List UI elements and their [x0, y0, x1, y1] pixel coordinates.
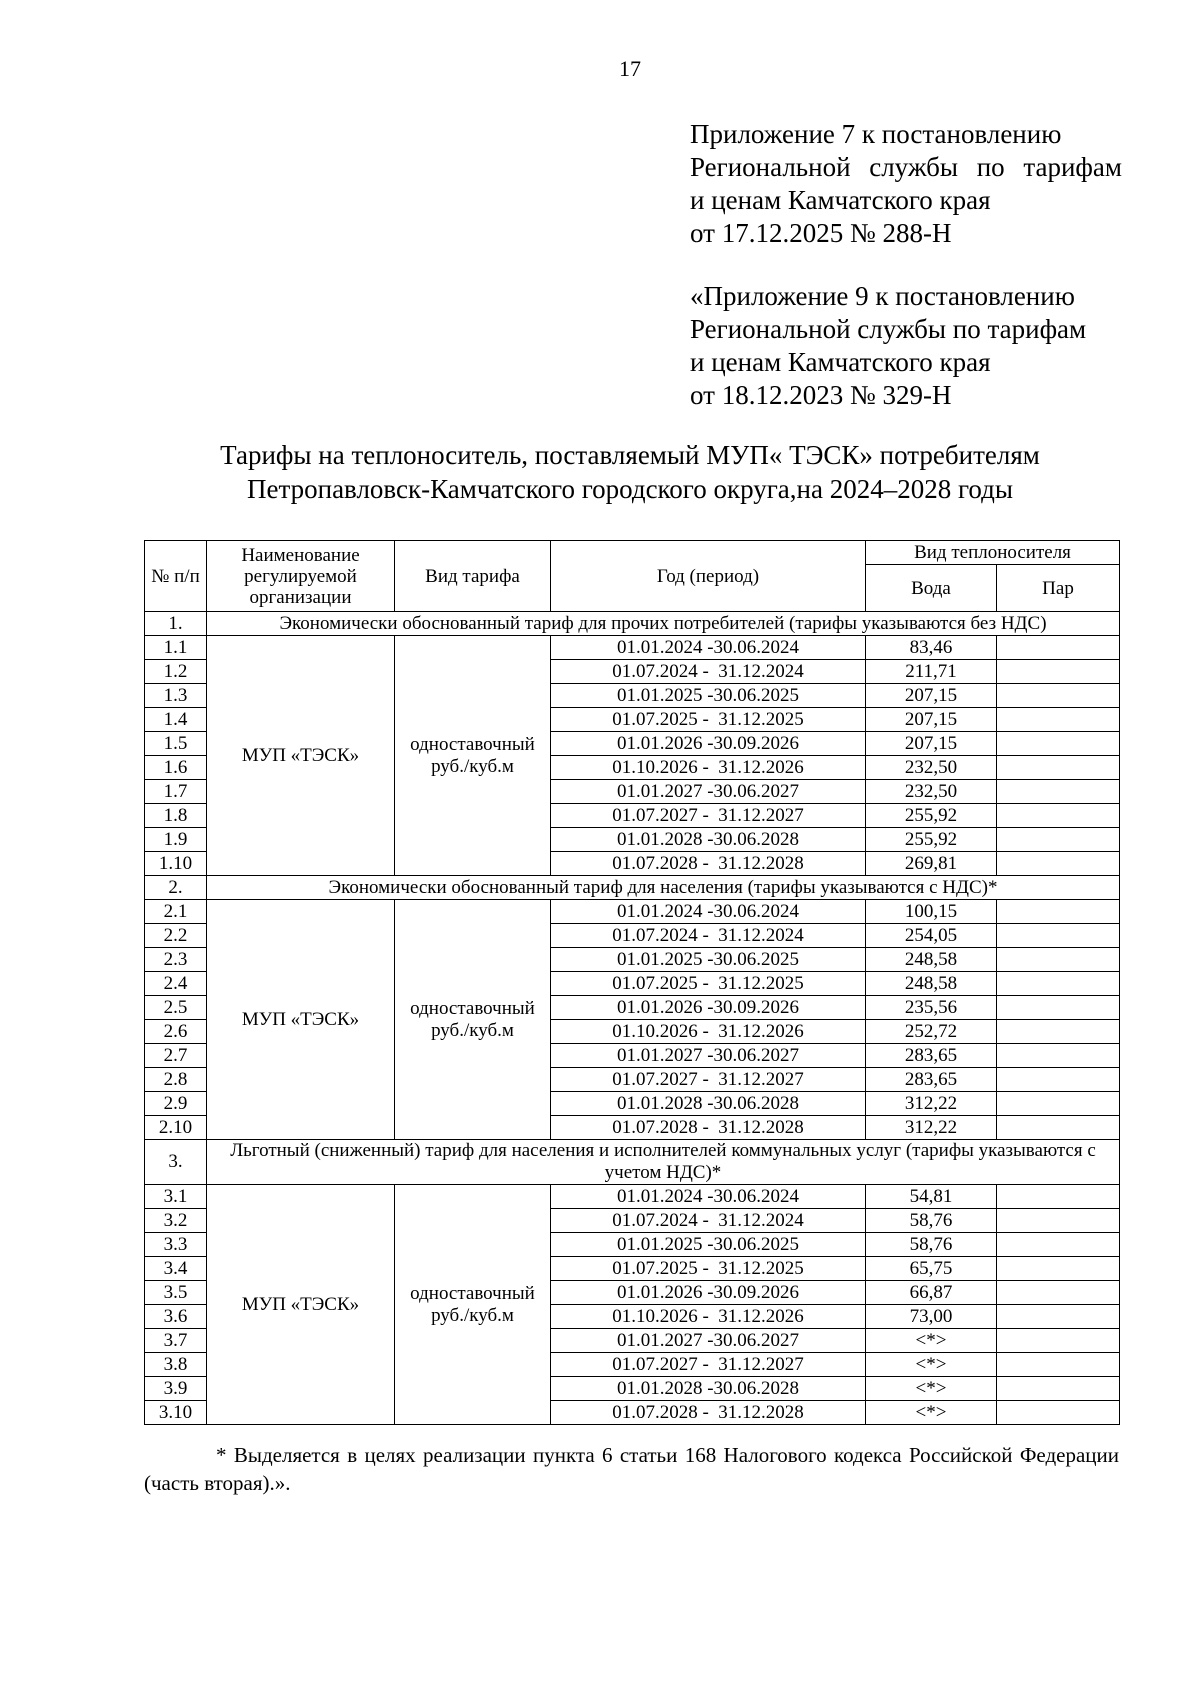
- section-header-row: [145, 876, 1120, 900]
- appendix-9-line: Региональной службы по тарифам: [690, 314, 1087, 344]
- title-line-1: Тарифы на теплоноситель, поставляемый МУП« ТЭСК» потребителям: [220, 440, 1040, 470]
- row-num: 3.10: [145, 1401, 207, 1425]
- period-cell: 01.01.2028 -30.06.2028: [551, 828, 866, 852]
- water-value: 211,71: [866, 660, 997, 684]
- section-num: 2.: [145, 876, 207, 900]
- steam-value: [997, 852, 1120, 876]
- steam-value: [997, 1353, 1120, 1377]
- section-title: Льготный (сниженный) тариф для населения и исполнителей коммунальных услуг (тарифы указываются с учетом НДС)*: [207, 1140, 1120, 1185]
- row-num: 1.4: [145, 708, 207, 732]
- period-cell: 01.01.2024 -30.06.2024: [551, 900, 866, 924]
- row-num: 2.8: [145, 1068, 207, 1092]
- water-value: 58,76: [866, 1233, 997, 1257]
- document-title: [0, 438, 1200, 506]
- water-value: 58,76: [866, 1209, 997, 1233]
- water-value: 269,81: [866, 852, 997, 876]
- footnote: * Выделяется в целях реализации пункта 6 статьи 168 Налогового кодекса Российской Федерации (часть вторая).».: [144, 1443, 1119, 1495]
- row-num: 1.8: [145, 804, 207, 828]
- period-cell: 01.01.2025 -30.06.2025: [551, 684, 866, 708]
- water-value: 312,22: [866, 1116, 997, 1140]
- page-number: 17: [619, 56, 641, 81]
- period-cell: 01.07.2024 - 31.12.2024: [551, 1209, 866, 1233]
- header-period: Год (период): [551, 541, 866, 612]
- row-num: 2.1: [145, 900, 207, 924]
- row-num: 3.2: [145, 1209, 207, 1233]
- water-value: 248,58: [866, 972, 997, 996]
- water-value: 54,81: [866, 1185, 997, 1209]
- organization-cell: МУП «ТЭСК»: [207, 1185, 395, 1425]
- section-num: 1.: [145, 612, 207, 636]
- steam-value: [997, 1185, 1120, 1209]
- header-water: Вода: [866, 565, 997, 612]
- steam-value: [997, 684, 1120, 708]
- period-cell: 01.10.2026 - 31.12.2026: [551, 1020, 866, 1044]
- steam-value: [997, 1116, 1120, 1140]
- period-cell: 01.01.2027 -30.06.2027: [551, 780, 866, 804]
- steam-value: [997, 1233, 1120, 1257]
- table-row: [145, 1185, 1120, 1209]
- water-value: 252,72: [866, 1020, 997, 1044]
- row-num: 2.10: [145, 1116, 207, 1140]
- steam-value: [997, 1020, 1120, 1044]
- row-num: 2.3: [145, 948, 207, 972]
- row-num: 3.3: [145, 1233, 207, 1257]
- steam-value: [997, 1068, 1120, 1092]
- period-cell: 01.01.2025 -30.06.2025: [551, 1233, 866, 1257]
- period-cell: 01.07.2024 - 31.12.2024: [551, 660, 866, 684]
- section-header-row: [145, 612, 1120, 636]
- period-cell: 01.01.2026 -30.09.2026: [551, 732, 866, 756]
- period-cell: 01.07.2025 - 31.12.2025: [551, 708, 866, 732]
- header-carrier-type: Вид теплоносителя: [866, 541, 1120, 565]
- water-value: 83,46: [866, 636, 997, 660]
- steam-value: [997, 1281, 1120, 1305]
- period-cell: 01.01.2027 -30.06.2027: [551, 1044, 866, 1068]
- appendix-7-line: от 17.12.2025 № 288-Н: [690, 218, 952, 248]
- steam-value: [997, 828, 1120, 852]
- appendix-7-line: Приложение 7 к постановлению: [690, 119, 1062, 149]
- title-line-2: Петропавловск-Камчатского городского округа,на 2024–2028 годы: [247, 474, 1013, 504]
- water-value: 248,58: [866, 948, 997, 972]
- section-num: 3.: [145, 1140, 207, 1185]
- period-cell: 01.07.2027 - 31.12.2027: [551, 804, 866, 828]
- water-value: 100,15: [866, 900, 997, 924]
- steam-value: [997, 1257, 1120, 1281]
- steam-value: [997, 1305, 1120, 1329]
- period-cell: 01.01.2027 -30.06.2027: [551, 1329, 866, 1353]
- period-cell: 01.10.2026 - 31.12.2026: [551, 1305, 866, 1329]
- steam-value: [997, 900, 1120, 924]
- period-cell: 01.07.2025 - 31.12.2025: [551, 1257, 866, 1281]
- steam-value: [997, 660, 1120, 684]
- appendix-7-line: Региональной службы по тарифам: [690, 152, 1122, 182]
- period-cell: 01.07.2025 - 31.12.2025: [551, 972, 866, 996]
- period-cell: 01.01.2024 -30.06.2024: [551, 1185, 866, 1209]
- water-value: 207,15: [866, 732, 997, 756]
- water-value: 255,92: [866, 828, 997, 852]
- row-num: 1.7: [145, 780, 207, 804]
- row-num: 1.2: [145, 660, 207, 684]
- steam-value: [997, 924, 1120, 948]
- steam-value: [997, 1209, 1120, 1233]
- section-title: Экономически обоснованный тариф для прочих потребителей (тарифы указываются без НДС): [207, 612, 1120, 636]
- water-value: <*>: [866, 1377, 997, 1401]
- steam-value: [997, 708, 1120, 732]
- period-cell: 01.07.2028 - 31.12.2028: [551, 852, 866, 876]
- water-value: 235,56: [866, 996, 997, 1020]
- period-cell: 01.07.2027 - 31.12.2027: [551, 1353, 866, 1377]
- steam-value: [997, 1401, 1120, 1425]
- appendix-9-line: «Приложение 9 к постановлению: [690, 281, 1075, 311]
- water-value: 232,50: [866, 756, 997, 780]
- period-cell: 01.01.2026 -30.09.2026: [551, 996, 866, 1020]
- row-num: 3.7: [145, 1329, 207, 1353]
- tariff-type-cell: одноставочный руб./куб.м: [395, 636, 551, 876]
- row-num: 3.6: [145, 1305, 207, 1329]
- row-num: 3.9: [145, 1377, 207, 1401]
- steam-value: [997, 636, 1120, 660]
- row-num: 2.7: [145, 1044, 207, 1068]
- tariff-table-body: [145, 612, 1120, 1425]
- appendix-7-header: [690, 118, 1122, 250]
- row-num: 3.4: [145, 1257, 207, 1281]
- water-value: 207,15: [866, 684, 997, 708]
- tariff-type-cell: одноставочный руб./куб.м: [395, 1185, 551, 1425]
- steam-value: [997, 1092, 1120, 1116]
- period-cell: 01.07.2027 - 31.12.2027: [551, 1068, 866, 1092]
- row-num: 2.9: [145, 1092, 207, 1116]
- organization-cell: МУП «ТЭСК»: [207, 900, 395, 1140]
- row-num: 3.1: [145, 1185, 207, 1209]
- row-num: 1.9: [145, 828, 207, 852]
- period-cell: 01.01.2028 -30.06.2028: [551, 1377, 866, 1401]
- period-cell: 01.01.2026 -30.09.2026: [551, 1281, 866, 1305]
- header-organization: Наименование регулируемой организации: [207, 541, 395, 612]
- water-value: <*>: [866, 1329, 997, 1353]
- water-value: <*>: [866, 1353, 997, 1377]
- row-num: 2.5: [145, 996, 207, 1020]
- appendix-9-line: и ценам Камчатского края: [690, 347, 991, 377]
- water-value: 255,92: [866, 804, 997, 828]
- water-value: 283,65: [866, 1044, 997, 1068]
- table-row: [145, 900, 1120, 924]
- row-num: 1.10: [145, 852, 207, 876]
- water-value: 254,05: [866, 924, 997, 948]
- row-num: 2.2: [145, 924, 207, 948]
- tariff-type-cell: одноставочный руб./куб.м: [395, 900, 551, 1140]
- row-num: 2.4: [145, 972, 207, 996]
- steam-value: [997, 780, 1120, 804]
- steam-value: [997, 1377, 1120, 1401]
- row-num: 1.3: [145, 684, 207, 708]
- tariff-table: [144, 540, 1120, 1425]
- water-value: <*>: [866, 1401, 997, 1425]
- water-value: 65,75: [866, 1257, 997, 1281]
- steam-value: [997, 804, 1120, 828]
- row-num: 1.1: [145, 636, 207, 660]
- steam-value: [997, 972, 1120, 996]
- row-num: 2.6: [145, 1020, 207, 1044]
- period-cell: 01.01.2025 -30.06.2025: [551, 948, 866, 972]
- appendix-9-header: [690, 280, 1086, 412]
- period-cell: 01.01.2028 -30.06.2028: [551, 1092, 866, 1116]
- table-row: [145, 636, 1120, 660]
- water-value: 232,50: [866, 780, 997, 804]
- water-value: 312,22: [866, 1092, 997, 1116]
- water-value: 283,65: [866, 1068, 997, 1092]
- steam-value: [997, 732, 1120, 756]
- period-cell: 01.07.2024 - 31.12.2024: [551, 924, 866, 948]
- appendix-7-line: и ценам Камчатского края: [690, 185, 991, 215]
- row-num: 3.8: [145, 1353, 207, 1377]
- row-num: 3.5: [145, 1281, 207, 1305]
- steam-value: [997, 1044, 1120, 1068]
- organization-cell: МУП «ТЭСК»: [207, 636, 395, 876]
- period-cell: 01.07.2028 - 31.12.2028: [551, 1116, 866, 1140]
- section-header-row: [145, 1140, 1120, 1185]
- water-value: 207,15: [866, 708, 997, 732]
- steam-value: [997, 996, 1120, 1020]
- header-num: № п/п: [145, 541, 207, 612]
- water-value: 66,87: [866, 1281, 997, 1305]
- steam-value: [997, 756, 1120, 780]
- header-tariff-type: Вид тарифа: [395, 541, 551, 612]
- steam-value: [997, 1329, 1120, 1353]
- period-cell: 01.01.2024 -30.06.2024: [551, 636, 866, 660]
- period-cell: 01.07.2028 - 31.12.2028: [551, 1401, 866, 1425]
- appendix-9-line: от 18.12.2023 № 329-Н: [690, 380, 952, 410]
- steam-value: [997, 948, 1120, 972]
- section-title: Экономически обоснованный тариф для населения (тарифы указываются с НДС)*: [207, 876, 1120, 900]
- row-num: 1.5: [145, 732, 207, 756]
- water-value: 73,00: [866, 1305, 997, 1329]
- period-cell: 01.10.2026 - 31.12.2026: [551, 756, 866, 780]
- row-num: 1.6: [145, 756, 207, 780]
- header-steam: Пар: [997, 565, 1120, 612]
